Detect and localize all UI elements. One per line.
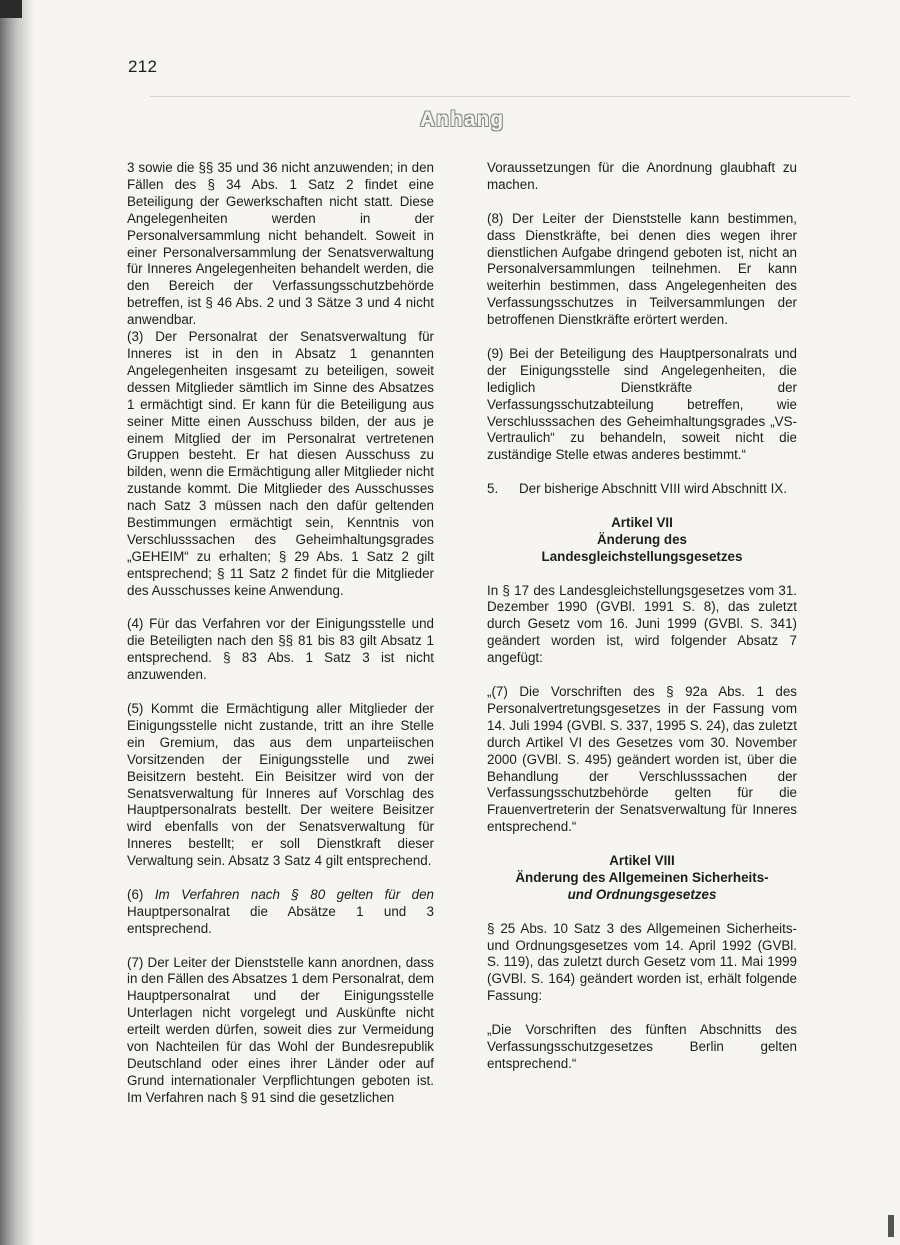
list-item-5 xyxy=(487,481,797,498)
paragraph-7: (7) Der Leiter der Dienststelle kann anordnen, dass in den Fällen des Absatzes 1 dem Personalrat, dem Hauptpersonalrat und der Einigungsstelle Unterlagen nicht vorgelegt und Auskünfte nicht erteilt werden dürfen, soweit dies zur Vermeidung von Nachteilen für das Wohl der Bundesrepublik Deutschland oder eines ihrer Länder oder auf Grund internationaler Verpflichtungen geboten ist. Im Verfahren nach § 91 sind die gesetzlichen xyxy=(127,954,434,1105)
paragraph-continued: Voraussetzungen für die Anordnung glaubhaft zu machen. xyxy=(487,160,797,192)
scan-edge-mark xyxy=(888,1215,894,1237)
left-column xyxy=(127,160,434,1107)
paragraph-art7-intro: In § 17 des Landesgleichstellungsgesetzes vom 31. Dezember 1990 (GVBl. 1991 S. 8), das zuletzt durch Gesetz vom 16. Juni 1999 (GVBl. S. 341) geändert worden ist, wird folgender Absatz 7 angefügt: xyxy=(487,582,797,666)
article-7-subtitle-1: Änderung des xyxy=(596,531,688,547)
paragraph-4: (4) Für das Verfahren vor der Einigungsstelle und die Beteiligten nach den §§ 81 bis 83 gilt Absatz 1 entsprechend. § 83 Abs. 1 Satz 3 ist nicht anzuwenden. xyxy=(127,616,434,683)
article-7-subtitle-2: Landesgleichstellungsgesetzes xyxy=(541,548,743,564)
right-column xyxy=(487,160,797,1090)
paragraph-6-rest: Hauptpersonalrat die Absätze 1 und 3 entsprechend. xyxy=(127,903,434,936)
article-8-heading xyxy=(487,853,797,904)
running-head: Anhang xyxy=(420,108,505,131)
article-8-subtitle-1: Änderung des Allgemeinen Sicherheits- xyxy=(515,869,769,885)
scan-corner-mark xyxy=(0,0,22,18)
paragraph-8: (8) Der Leiter der Dienststelle kann bestimmen, dass Dienstkräfte, bei denen dies wegen ihrer dienstlichen Aufgabe dringend geboten ist, nicht an Personalversammlungen teilnehmen. Er kann weiterhin bestimmen, dass Angelegenheiten des Verfassungsschutzes in Teilversammlungen der betroffenen Dienstkräfte erörtert werden. xyxy=(487,210,797,328)
article-8-title: Artikel VIII xyxy=(609,853,675,869)
header-rule xyxy=(150,96,850,97)
paragraph-5: (5) Kommt die Ermächtigung aller Mitglieder der Einigungsstelle nicht zustande, tritt an ihre Stelle ein Gremium, das aus dem unparteiischen Vorsitzenden der Einigungsstelle und zwei Beisitzern besteht. Ein Beisitzer wird von der Senatsverwaltung für Inneres auf Vorschlag des Hauptpersonalrats bestellt. Der weitere Beisitzer wird ebenfalls von der Senatsverwaltung für Inneres bestellt; er soll Dienstkraft dieser Verwaltung sein. Absatz 3 Satz 4 gilt entsprechend. xyxy=(127,700,434,869)
paragraph-6-start: (6) xyxy=(127,886,155,902)
paragraph-6-italic: Im Verfahren nach § 80 gelten für den xyxy=(154,886,434,902)
page-number: 212 xyxy=(128,57,158,76)
article-8-subtitle-2: und Ordnungsgesetzes xyxy=(567,886,717,902)
paragraph: 3 sowie die §§ 35 und 36 nicht anzuwenden; in den Fällen des § 34 Abs. 1 Satz 2 findet eine Beteiligung der Gewerkschaften nicht statt. Diese Angelegenheiten werden in der Personalversammlung nicht behandelt. Soweit in einer Personalversammlung der Senatsverwaltung für Inneres Angelegenheiten behandelt werden, die den Bereich der Verfassungsschutzbehörde betreffen, ist § 46 Abs. 2 und 3 Sätze 3 und 4 nicht anwendbar. xyxy=(127,160,434,328)
article-7-title: Artikel VII xyxy=(611,514,673,530)
paragraph-3: (3) Der Personalrat der Senatsverwaltung für Inneres ist in den in Absatz 1 genannten Angelegenheiten insgesamt zu beteiligen, soweit dessen Mitglieder sämtlich im Sinne des Absatzes 1 ermächtigt sind. Er kann für die Beteiligung aus seiner Mitte einen Ausschuss bilden, der aus je einem Mitglied der im Personalrat vertretenen Gruppen besteht. Er hat diesen Ausschuss zu bilden, wenn die Ermächtigung aller Mitglieder nicht zustande kommt. Die Mitglieder des Ausschusses nach Satz 3 müssen nach den dafür geltenden Bestimmungen ermächtigt sein, Kenntnis von Verschlusssachen des Geheimhaltungsgrades „GEHEIM“ zu erhalten; § 29 Abs. 1 Satz 2 gilt entsprechend; § 11 Satz 2 findet für die Mitglieder des Ausschusses keine Anwendung. xyxy=(127,329,434,598)
book-binding-shadow xyxy=(0,0,34,1245)
list-item-number: 5. xyxy=(487,481,499,497)
paragraph-art8-quote: „Die Vorschriften des fünften Abschnitts des Verfassungsschutzgesetzes Berlin gelten entsprechend.“ xyxy=(487,1022,797,1071)
paragraph-6 xyxy=(127,887,434,938)
list-item-text: Der bisherige Abschnitt VIII wird Abschnitt IX. xyxy=(519,481,787,497)
paragraph-art8-intro: § 25 Abs. 10 Satz 3 des Allgemeinen Sicherheits- und Ordnungsgesetzes vom 14. April 1992 (GVBl. S. 119), das zuletzt durch Gesetz vom 11. Mai 1999 (GVBl. S. 164) geändert worden ist, erhält folgende Fassung: xyxy=(487,920,797,1004)
article-7-heading xyxy=(487,515,797,566)
paragraph-art7-quote: „(7) Die Vorschriften des § 92a Abs. 1 des Personalvertretungsgesetzes in der Fassung vom 14. Juli 1994 (GVBl. S. 337, 1995 S. 24), das zuletzt durch Artikel VI des Gesetzes vom 30. November 2000 (GVBl. S. 495) geändert worden ist, über die Behandlung der Verschlusssachen der Verfassungsschutzbehörde gelten für die Frauenvertreterin der Senatsverwaltung für Inneres entsprechend.“ xyxy=(487,684,797,835)
paragraph-9: (9) Bei der Beteiligung des Hauptpersonalrats und der Einigungsstelle sind Angelegenheiten, die lediglich Dienstkräfte der Verfassungsschutzabteilung betreffen, wie Verschlusssachen des Geheimhaltungsgrades „VS-Vertraulich“ zu behandeln, soweit nicht die zuständige Stelle etwas anderes bestimmt.“ xyxy=(487,345,797,463)
